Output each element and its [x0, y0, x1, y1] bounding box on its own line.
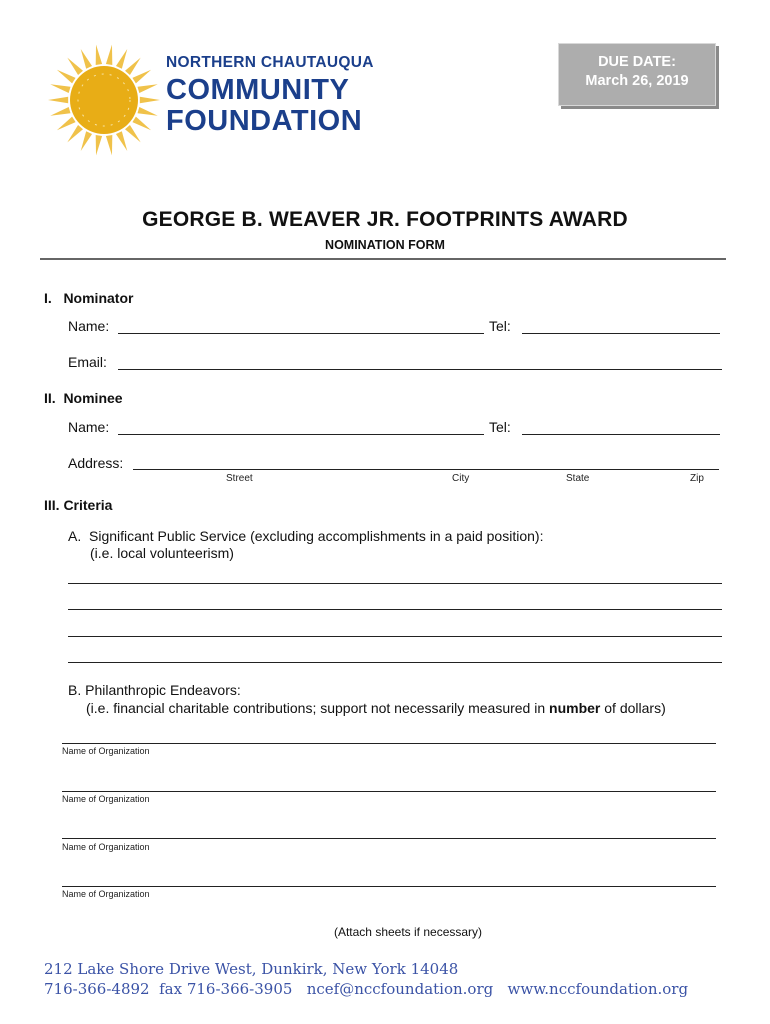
criteria-a-line-1[interactable] — [68, 583, 722, 584]
sun-ray — [116, 49, 127, 69]
criteria-b-heading: B. Philanthropic Endeavors: — [68, 682, 241, 698]
sun-ray — [67, 58, 83, 75]
sun-logo-icon — [46, 42, 162, 158]
organization-line-4[interactable] — [62, 886, 716, 887]
nominee-address-label: Address: — [68, 455, 124, 471]
nominee-name-field[interactable] — [118, 434, 484, 435]
sun-ray — [137, 84, 157, 93]
sun-ray — [137, 107, 157, 116]
nominator-name-label: Name: — [68, 318, 110, 334]
sun-ray — [140, 97, 160, 103]
sun-ray — [50, 107, 70, 116]
organization-caption-2: Name of Organization — [62, 794, 150, 804]
footer-fax: fax 716-366-3905 — [159, 980, 293, 998]
nominee-address-field[interactable] — [133, 469, 719, 470]
nominator-tel-field[interactable] — [522, 333, 720, 334]
criteria-b-note: (i.e. financial charitable contributions; support not necessarily measured in number of dollars) — [86, 700, 666, 716]
sun-ray — [125, 58, 141, 75]
section-criteria-heading: III. Criteria — [44, 497, 113, 513]
nominee-tel-label: Tel: — [489, 419, 511, 435]
footer-email-link[interactable]: ncef@nccfoundation.org — [306, 980, 494, 998]
sun-ray — [81, 49, 92, 69]
nominee-name-label: Name: — [68, 419, 110, 435]
criteria-a-heading: A. Significant Public Service (excluding accomplishments in a paid position): — [68, 528, 544, 544]
organization-caption-4: Name of Organization — [62, 889, 150, 899]
sun-ray — [50, 84, 70, 93]
sun-ray — [125, 125, 141, 142]
organization-line-2[interactable] — [62, 791, 716, 792]
footer-contact — [44, 980, 688, 998]
attach-note: (Attach sheets if necessary) — [333, 925, 483, 939]
criteria-a-note: (i.e. local volunteerism) — [90, 545, 234, 561]
section-nominator-heading: I. Nominator — [44, 290, 134, 306]
sun-ray — [67, 125, 83, 142]
sun-ray — [116, 131, 127, 151]
nominator-email-field[interactable] — [118, 369, 722, 370]
nominator-tel-label: Tel: — [489, 318, 511, 334]
footer-website-link[interactable]: www.nccfoundation.org — [507, 980, 689, 998]
footer-address: 212 Lake Shore Drive West, Dunkirk, New York 14048 — [44, 960, 459, 978]
criteria-a-line-2[interactable] — [68, 609, 722, 610]
nominee-tel-field[interactable] — [522, 434, 720, 435]
organization-line-1[interactable] — [62, 743, 716, 744]
sun-ray — [96, 45, 102, 65]
address-city-caption: City — [452, 473, 470, 484]
section-nominee-heading: II. Nominee — [44, 390, 123, 406]
organization-caption-1: Name of Organization — [62, 746, 150, 756]
sun-ray — [57, 70, 76, 84]
due-date-value: March 26, 2019 — [585, 73, 689, 89]
foundation-logo-text: NORTHERN CHAUTAUQUA COMMUNITY FOUNDATION — [166, 54, 374, 137]
due-date-badge — [558, 43, 716, 106]
organization-caption-3: Name of Organization — [62, 842, 150, 852]
criteria-a-line-3[interactable] — [68, 636, 722, 637]
due-date-label: DUE DATE: — [598, 54, 676, 70]
form-title: GEORGE B. WEAVER JR. FOOTPRINTS AWARD — [142, 208, 628, 231]
address-state-caption: State — [566, 473, 590, 484]
sun-ray — [106, 135, 112, 155]
address-street-caption: Street — [226, 473, 253, 484]
sun-ray — [132, 117, 151, 131]
sun-ray — [96, 135, 102, 155]
sun-ray — [106, 45, 112, 65]
sun-ray — [48, 97, 68, 103]
criteria-a-line-4[interactable] — [68, 662, 722, 663]
organization-line-3[interactable] — [62, 838, 716, 839]
nominator-name-field[interactable] — [118, 333, 484, 334]
address-zip-caption: Zip — [690, 473, 704, 484]
sun-ray — [132, 70, 151, 84]
sun-ray — [81, 131, 92, 151]
sun-ray — [57, 117, 76, 131]
form-subtitle: NOMINATION FORM — [325, 238, 445, 252]
title-divider — [40, 258, 726, 260]
nominator-email-label: Email: — [68, 354, 107, 370]
footer-phone: 716-366-4892 — [44, 980, 150, 998]
